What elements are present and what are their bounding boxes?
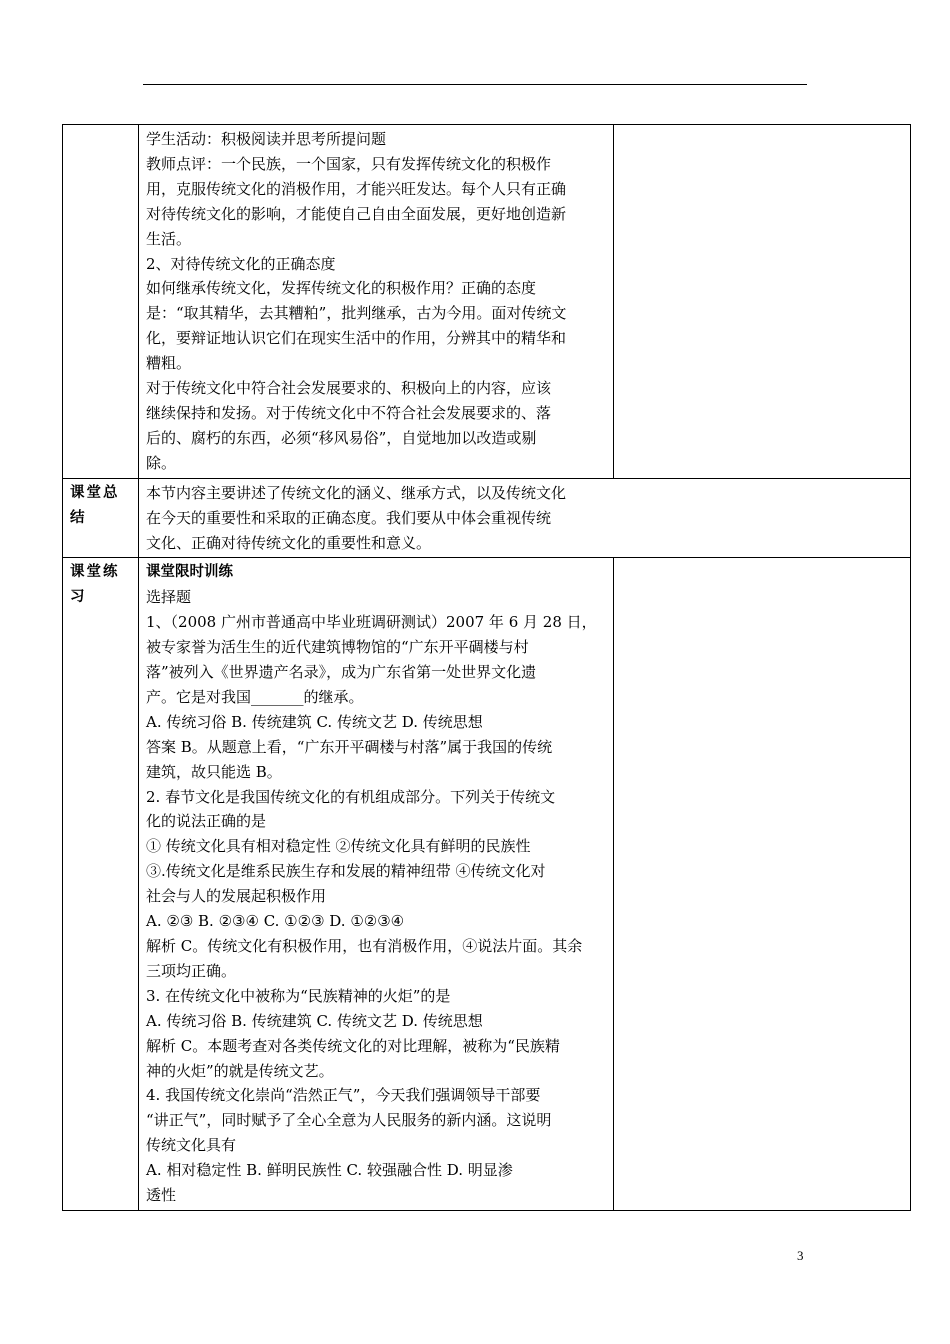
text-line: ① 传统文化具有相对稳定性 ②传统文化具有鲜明的民族性 bbox=[146, 837, 531, 856]
text-line: 解析 C。本题考查对各类传统文化的对比理解，被称为“民族精 bbox=[146, 1036, 560, 1055]
text-line: 化，要辩证地认识它们在现实生活中的作用，分辨其中的精华和 bbox=[146, 329, 567, 348]
page-number: 3 bbox=[797, 1248, 804, 1263]
text-line: 除。 bbox=[146, 453, 177, 472]
text-line: ③.传统文化是维系民族生存和发展的精神纽带 ④传统文化对 bbox=[146, 862, 546, 881]
text-line: 教师点评：一个民族，一个国家，只有发挥传统文化的积极作 bbox=[146, 154, 552, 173]
text-line: 本节内容主要讲述了传统文化的涵义、继承方式，以及传统文化 bbox=[146, 483, 567, 502]
text-line: 选择题 bbox=[146, 588, 192, 607]
text-line: 产。它是对我国_______的继承。 bbox=[146, 687, 364, 706]
text-line: 如何继承传统文化，发挥传统文化的积极作用？正确的态度 bbox=[146, 279, 537, 298]
text-line: 对于传统文化中符合社会发展要求的、积极向上的内容，应该 bbox=[146, 379, 552, 398]
text-line: 文化、正确对待传统文化的重要性和意义。 bbox=[146, 533, 432, 552]
table-row-practice bbox=[63, 558, 911, 1211]
text-line: 三项均正确。 bbox=[146, 961, 237, 980]
row-label-practice bbox=[63, 558, 139, 1211]
text-line: 是：“取其精华，去其糟粕”，批判继承，古为今用。面对传统文 bbox=[146, 304, 567, 323]
text-line: 神的火炬”的就是传统文艺。 bbox=[146, 1061, 334, 1080]
text-line: 落”被列入《世界遗产名录》，成为广东省第一处世界文化遗 bbox=[146, 663, 537, 682]
text-line: 答案 B。从题意上看，“广东开平碉楼与村落”属于我国的传统 bbox=[146, 737, 553, 756]
table-row-summary bbox=[63, 478, 911, 558]
practice-heading: 课堂限时训练 bbox=[146, 564, 233, 581]
summary-label: 课堂总 bbox=[70, 484, 120, 501]
text-line: 解析 C。传统文化有积极作用，也有消极作用，④说法片面。其余 bbox=[146, 937, 583, 955]
text-line: 化的说法正确的是 bbox=[146, 812, 267, 831]
activity-content bbox=[139, 125, 614, 479]
text-line: 3. 在传统文化中被称为“民族精神的火炬”的是 bbox=[146, 986, 451, 1005]
text-line: 学生活动：积极阅读并思考所提问题 bbox=[146, 130, 387, 148]
summary-label-2: 结 bbox=[70, 509, 87, 526]
text-line: 糟粗。 bbox=[146, 354, 192, 373]
text-line: 对待传统文化的影响，才能使自己自由全面发展，更好地创造新 bbox=[146, 204, 567, 223]
text-line: A. 传统习俗 B. 传统建筑 C. 传统文艺 D. 传统思想 bbox=[146, 712, 483, 731]
practice-label-2: 习 bbox=[70, 589, 87, 606]
text-line: 2. 春节文化是我国传统文化的有机组成部分。下列关于传统文 bbox=[146, 787, 556, 806]
text-line: 传统文化具有 bbox=[146, 1136, 237, 1155]
text-line: 1、（2008 广州市普通高中毕业班调研测试）2007 年 6 月 28 日， bbox=[146, 613, 597, 632]
text-line: “讲正气”，同时赋予了全心全意为人民服务的新内涵。这说明 bbox=[146, 1111, 552, 1130]
row-label-summary bbox=[63, 478, 139, 558]
header-rule bbox=[143, 84, 807, 85]
text-line: 生活。 bbox=[146, 229, 192, 248]
text-line: 4. 我国传统文化崇尚“浩然正气”，今天我们强调领导干部要 bbox=[146, 1086, 541, 1105]
text-line: 透性 bbox=[146, 1186, 177, 1205]
text-line: A. 传统习俗 B. 传统建筑 C. 传统文艺 D. 传统思想 bbox=[146, 1011, 483, 1030]
notes-cell bbox=[614, 125, 911, 479]
text-line: A. 相对稳定性 B. 鲜明民族性 C. 较强融合性 D. 明显渗 bbox=[146, 1161, 513, 1180]
text-line: 2、对待传统文化的正确态度 bbox=[146, 254, 336, 273]
text-line: A. ②③ B. ②③④ C. ①②③ D. ①②③④ bbox=[146, 912, 405, 931]
text-line: 社会与人的发展起积极作用 bbox=[146, 887, 327, 906]
lesson-table bbox=[62, 124, 911, 1211]
row-label-cell bbox=[63, 125, 139, 479]
table-row-activity bbox=[63, 125, 911, 479]
text-line: 被专家誉为活生生的近代建筑博物馆的“广东开平碉楼与村 bbox=[146, 638, 529, 657]
practice-label: 课堂练 bbox=[70, 564, 120, 581]
text-line: 在今天的重要性和采取的正确态度。我们要从中体会重视传统 bbox=[146, 508, 552, 527]
text-line: 继续保持和发扬。对于传统文化中不符合社会发展要求的、落 bbox=[146, 403, 552, 422]
text-line: 用，克服传统文化的消极作用，才能兴旺发达。每个人只有正确 bbox=[146, 179, 567, 198]
text-line: 后的、腐朽的东西，必须“移风易俗”，自觉地加以改造或剔 bbox=[146, 428, 537, 447]
text-line: 建筑，故只能选 B。 bbox=[146, 762, 282, 781]
summary-content bbox=[139, 478, 911, 558]
practice-notes-cell bbox=[614, 558, 911, 1211]
practice-content bbox=[139, 558, 614, 1211]
